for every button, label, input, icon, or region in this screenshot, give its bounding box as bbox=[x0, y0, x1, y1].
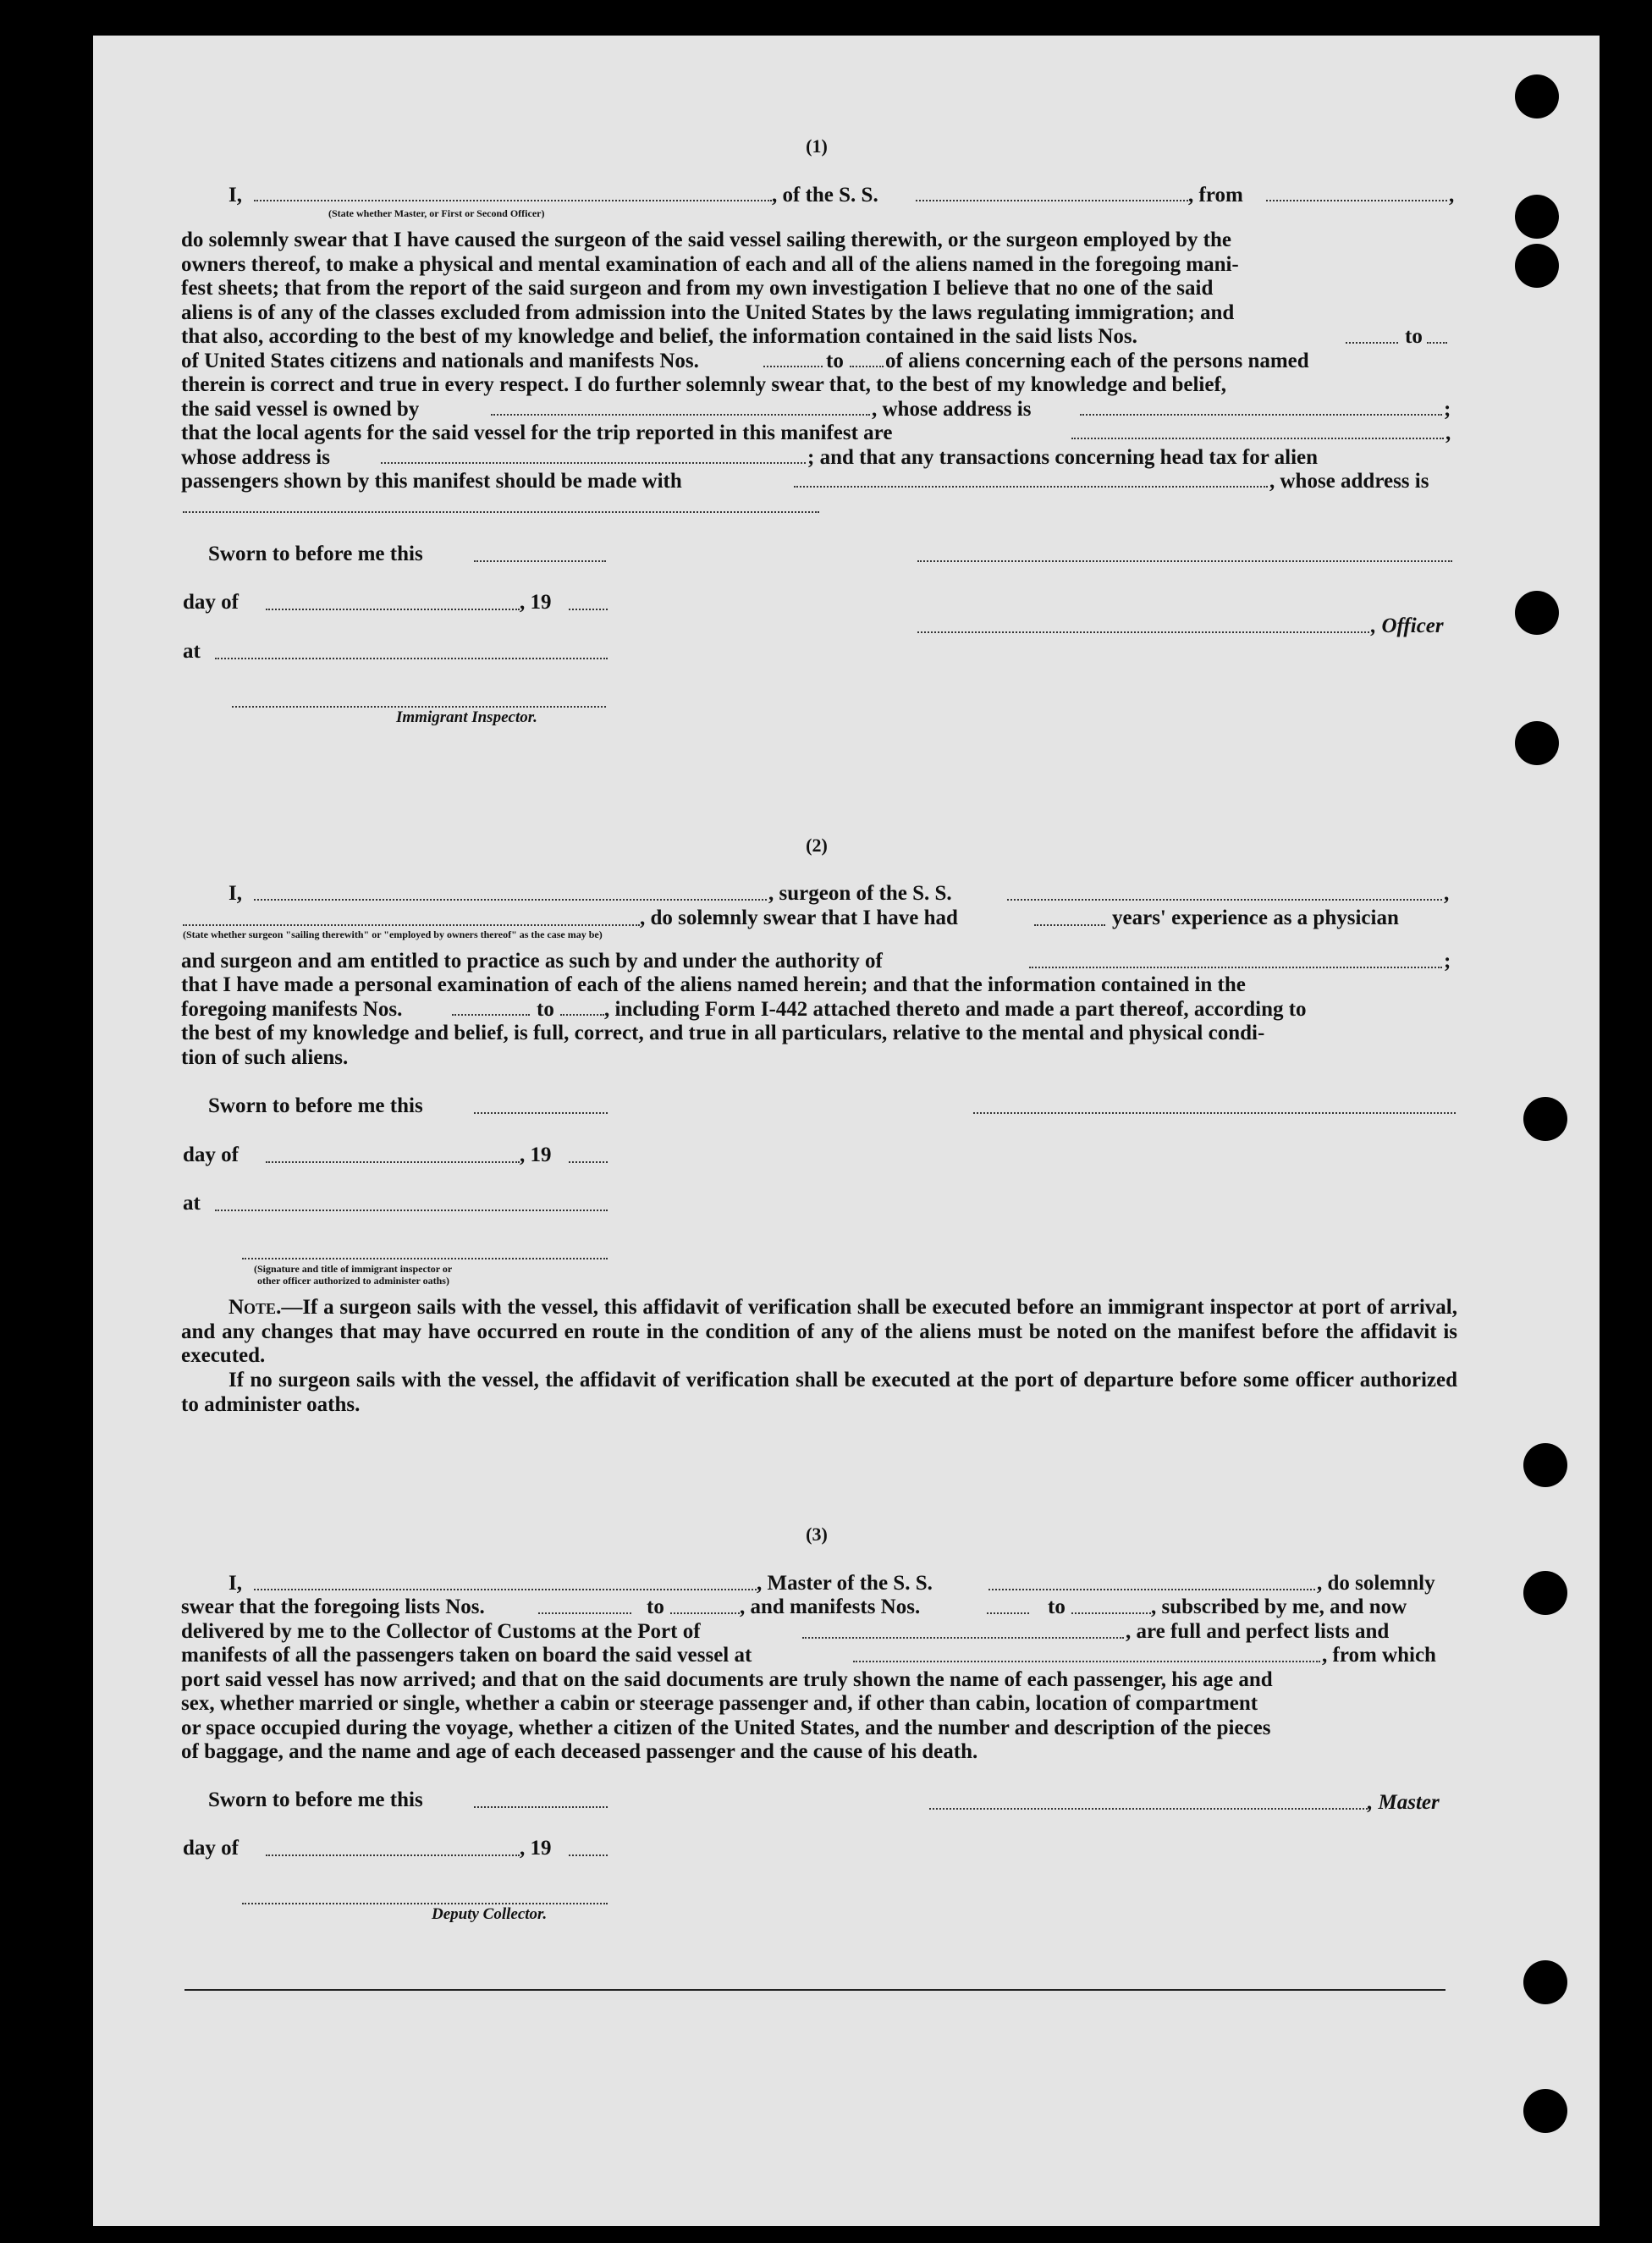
text: to bbox=[826, 350, 844, 372]
blank-field bbox=[254, 899, 767, 901]
blank-field bbox=[266, 609, 520, 610]
blank-field bbox=[381, 462, 806, 464]
blank-field bbox=[474, 1112, 608, 1114]
text: , surgeon of the S. S. bbox=[768, 882, 952, 905]
text: manifests of all the passengers taken on board the said vessel at bbox=[181, 1644, 752, 1667]
signature-line bbox=[232, 706, 606, 708]
blank-field bbox=[569, 1161, 608, 1163]
text: of baggage, and the name and age of each deceased passenger and the cause of his death. bbox=[181, 1740, 978, 1763]
blank-field bbox=[1071, 1612, 1151, 1614]
text: to bbox=[647, 1595, 664, 1618]
text: to bbox=[1048, 1595, 1066, 1618]
text: , and manifests Nos. bbox=[740, 1595, 921, 1618]
text: that I have made a personal examination of each of the aliens named herein; and that the information contained in the bbox=[181, 973, 1246, 996]
blank-field bbox=[538, 1612, 631, 1614]
text: the said vessel is owned by bbox=[181, 398, 420, 421]
signature-line bbox=[917, 631, 1369, 633]
blank-field bbox=[1071, 438, 1444, 439]
blank-field bbox=[215, 658, 608, 659]
blank-field bbox=[491, 414, 870, 416]
blank-field bbox=[474, 560, 606, 562]
blank-field bbox=[254, 1589, 757, 1590]
text: therein is correct and true in every respect. I do further solemnly swear that, to the best of my knowledge and belief, bbox=[181, 373, 1227, 396]
blank-field bbox=[794, 486, 1268, 488]
binder-hole bbox=[1523, 1097, 1567, 1141]
text: , bbox=[1446, 422, 1451, 444]
blank-field bbox=[763, 366, 823, 367]
note-paragraph bbox=[181, 1369, 1457, 1417]
signature-caption: other officer authorized to administer oaths) bbox=[257, 1275, 449, 1287]
text: the best of my knowledge and belief, is full, correct, and true in all particulars, relative to the mental and physical condi- bbox=[181, 1022, 1265, 1044]
bottom-rule bbox=[184, 1989, 1446, 1991]
blank-field bbox=[254, 200, 772, 201]
signature-caption: Immigrant Inspector. bbox=[396, 708, 537, 726]
text: years' experience as a physician bbox=[1112, 907, 1399, 929]
blank-field bbox=[1266, 200, 1447, 201]
text: , bbox=[1449, 184, 1455, 207]
text: , whose address is bbox=[872, 398, 1032, 421]
blank-field bbox=[452, 1014, 530, 1016]
note-label: Note. bbox=[229, 1296, 282, 1319]
text: , whose address is bbox=[1269, 470, 1429, 493]
note-text: If no surgeon sails with the vessel, the affidavit of verification shall be executed at the port of departure before some officer authorized to administer oaths. bbox=[181, 1369, 1457, 1416]
text: do solemnly swear that I have caused the surgeon of the said vessel sailing therewith, or the surgeon employed by the bbox=[181, 229, 1231, 251]
text: , 19 bbox=[520, 1837, 552, 1860]
text: whose address is bbox=[181, 446, 330, 469]
officer-text: , Officer bbox=[1371, 614, 1444, 637]
text: or space occupied during the voyage, whether a citizen of the United States, and the number and description of the pieces bbox=[181, 1717, 1271, 1739]
text: I, bbox=[229, 882, 242, 905]
signature-line bbox=[973, 1112, 1456, 1114]
text: ; bbox=[1444, 950, 1451, 973]
master-label bbox=[1368, 1790, 1440, 1816]
binder-hole bbox=[1515, 195, 1559, 239]
text: , from bbox=[1188, 184, 1243, 207]
text: ; and that any transactions concerning head tax for alien bbox=[807, 446, 1319, 469]
text: , do solemnly swear that I have had bbox=[640, 907, 958, 929]
text: passengers shown by this manifest should be made with bbox=[181, 470, 682, 493]
blank-field bbox=[266, 1161, 520, 1163]
text: port said vessel has now arrived; and that on the said documents are truly shown the name of each passenger, his age and bbox=[181, 1668, 1273, 1691]
blank-field bbox=[1346, 342, 1398, 344]
blank-field bbox=[916, 200, 1188, 201]
text: of United States citizens and nationals and manifests Nos. bbox=[181, 350, 699, 372]
binder-hole bbox=[1515, 74, 1559, 118]
field-note: (State whether Master, or First or Second Officer) bbox=[328, 207, 545, 219]
signature-line bbox=[929, 1808, 1368, 1810]
blank-field bbox=[215, 1210, 608, 1211]
blank-field bbox=[988, 1589, 1315, 1590]
text: , Master of the S. S. bbox=[757, 1572, 933, 1595]
blank-field bbox=[1034, 924, 1105, 926]
text: day of bbox=[183, 1837, 239, 1860]
text: I, bbox=[229, 1572, 242, 1595]
text: delivered by me to the Collector of Customs at the Port of bbox=[181, 1620, 701, 1643]
signature-line bbox=[242, 1258, 608, 1259]
blank-field bbox=[183, 924, 640, 926]
binder-hole bbox=[1515, 721, 1559, 765]
binder-hole bbox=[1515, 591, 1559, 635]
text: Sworn to before me this bbox=[208, 1788, 423, 1811]
text: owners thereof, to make a physical and mental examination of each and all of the aliens named in the foregoing mani- bbox=[181, 253, 1239, 276]
text: aliens is of any of the classes excluded from admission into the United States by the laws regulating immigration; and bbox=[181, 301, 1235, 324]
text: I, bbox=[229, 184, 242, 207]
signature-caption: (Signature and title of immigrant inspector or bbox=[254, 1263, 453, 1275]
section-number: (1) bbox=[806, 135, 828, 157]
text: , 19 bbox=[520, 591, 552, 614]
text: , 19 bbox=[520, 1144, 552, 1166]
text: Sworn to before me this bbox=[208, 1094, 423, 1117]
blank-field bbox=[1029, 967, 1442, 968]
blank-field bbox=[850, 366, 884, 367]
text: ; bbox=[1444, 398, 1451, 421]
text: day of bbox=[183, 591, 239, 614]
text: tion of such aliens. bbox=[181, 1046, 349, 1069]
text: , of the S. S. bbox=[772, 184, 878, 207]
blank-field bbox=[266, 1854, 520, 1856]
text: , bbox=[1444, 882, 1450, 905]
note-text: —If a surgeon sails with the vessel, this affidavit of verification shall be executed before an immigrant inspector at port of arrival, and any changes that may have occurred en route in the condition of any of the aliens must be noted on the manifest before the affidavit is executed. bbox=[181, 1296, 1457, 1368]
text: swear that the foregoing lists Nos. bbox=[181, 1595, 485, 1618]
text: , are full and perfect lists and bbox=[1126, 1620, 1390, 1643]
blank-field bbox=[802, 1637, 1124, 1639]
text: that the local agents for the said vessel for the trip reported in this manifest are bbox=[181, 422, 893, 444]
text: at bbox=[183, 1192, 201, 1215]
text: , do solemnly bbox=[1317, 1572, 1435, 1595]
text: fest sheets; that from the report of the said surgeon and from my own investigation I believe that no one of the said bbox=[181, 277, 1214, 300]
binder-hole bbox=[1515, 244, 1559, 288]
field-note: (State whether surgeon "sailing therewith" or "employed by owners thereof" as the case may be) bbox=[183, 929, 603, 940]
blank-field bbox=[569, 609, 608, 610]
section-number: (3) bbox=[806, 1524, 828, 1545]
blank-field bbox=[670, 1612, 740, 1614]
text: sex, whether married or single, whether a cabin or steerage passenger and, if other than cabin, location of compartment bbox=[181, 1692, 1258, 1715]
blank-field bbox=[569, 1854, 608, 1856]
blank-field bbox=[987, 1612, 1029, 1614]
blank-field bbox=[1427, 342, 1447, 344]
blank-field bbox=[560, 1014, 604, 1016]
note-paragraph bbox=[181, 1296, 1457, 1369]
master-text: , Master bbox=[1368, 1791, 1440, 1814]
text: day of bbox=[183, 1144, 239, 1166]
blank-field bbox=[1007, 899, 1442, 901]
signature-line bbox=[917, 560, 1452, 562]
text: , subscribed by me, and now bbox=[1151, 1595, 1407, 1618]
text: of aliens concerning each of the persons named bbox=[885, 350, 1309, 372]
text: Sworn to before me this bbox=[208, 543, 423, 565]
signature-line bbox=[242, 1903, 608, 1904]
binder-hole bbox=[1523, 2089, 1567, 2133]
text: foregoing manifests Nos. bbox=[181, 998, 403, 1021]
binder-hole bbox=[1523, 1960, 1567, 2004]
text: , from which bbox=[1322, 1644, 1436, 1667]
text: at bbox=[183, 640, 201, 663]
text: to bbox=[1405, 325, 1423, 348]
text: to bbox=[537, 998, 554, 1021]
binder-hole bbox=[1523, 1571, 1567, 1615]
blank-field bbox=[1080, 414, 1442, 416]
blank-field bbox=[183, 511, 819, 513]
binder-hole bbox=[1523, 1443, 1567, 1487]
text: and surgeon and am entitled to practice as such by and under the authority of bbox=[181, 950, 883, 973]
signature-caption: Deputy Collector. bbox=[432, 1905, 548, 1923]
blank-field bbox=[474, 1806, 608, 1808]
text: that also, according to the best of my knowledge and belief, the information contained in the said lists Nos. bbox=[181, 325, 1137, 348]
blank-field bbox=[853, 1661, 1320, 1662]
officer-label bbox=[1371, 614, 1444, 639]
section-number: (2) bbox=[806, 835, 828, 856]
text: , including Form I-442 attached thereto and made a part thereof, according to bbox=[604, 998, 1307, 1021]
